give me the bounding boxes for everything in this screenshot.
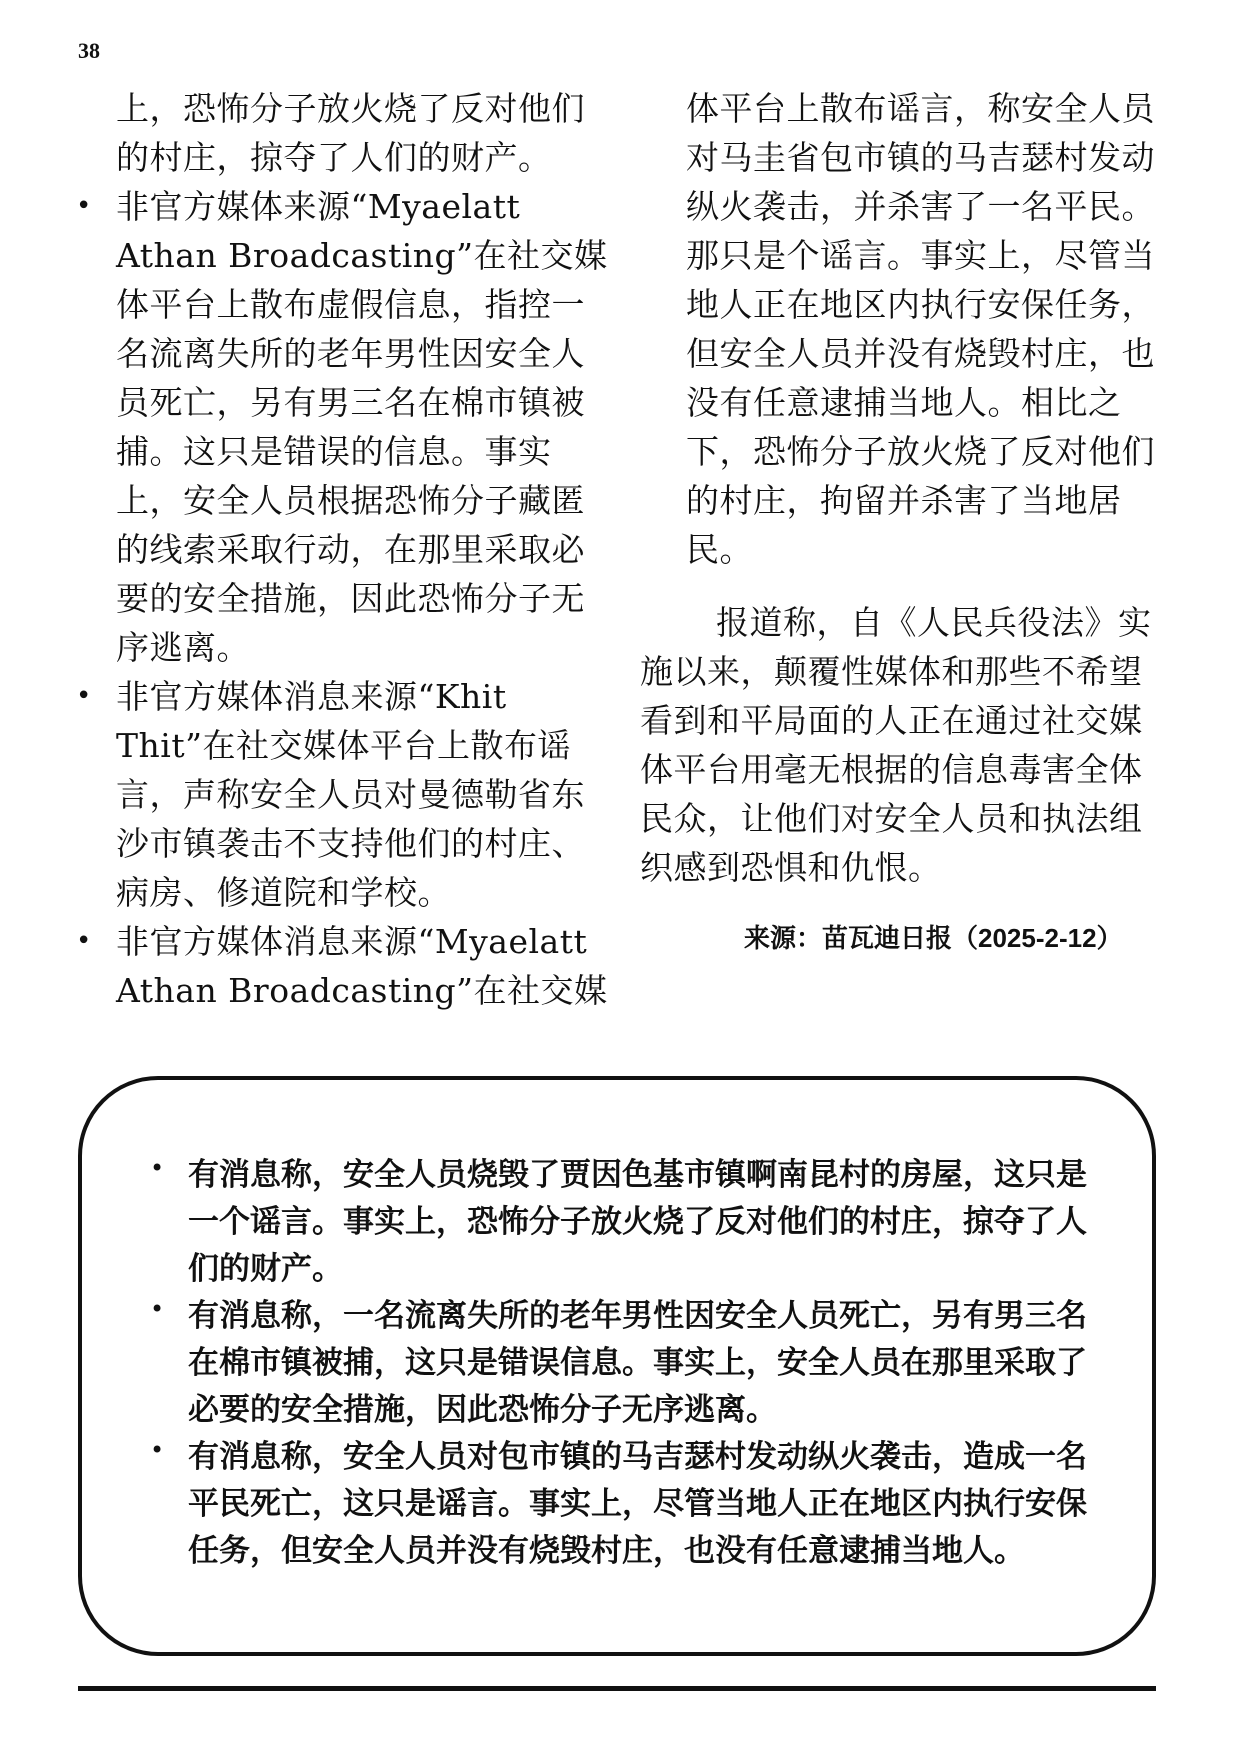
- text-line: 在棉市镇被捕，这只是错误信息。事实上，安全人员在那里采取了: [188, 1345, 1087, 1381]
- text-line: 有消息称，安全人员烧毁了贾因色基市镇啊南昆村的房屋，这只是: [188, 1157, 1087, 1193]
- text-line: 体平台上散布谣言，称安全人员: [686, 89, 1155, 128]
- bullet-item: [70, 182, 608, 672]
- summary-box: [78, 1076, 1156, 1656]
- text-line: 对马圭省包市镇的马吉瑟村发动: [686, 138, 1155, 177]
- text-line: 任务，但安全人员并没有烧毁村庄，也没有任意逮捕当地人。: [188, 1533, 1025, 1569]
- text-line: 地人正在地区内执行安保任务，: [686, 285, 1155, 324]
- text-line: 报道称，自《人民兵役法》实: [716, 603, 1152, 642]
- text-line: Thit”在社交媒体平台上散布谣: [116, 726, 571, 765]
- bullet-icon: •: [76, 191, 92, 221]
- bullet-icon: •: [76, 926, 92, 956]
- text-line: 没有任意逮捕当地人。相比之: [686, 383, 1122, 422]
- text-line: 必要的安全措施，因此恐怖分子无序逃离。: [188, 1392, 777, 1428]
- text-line: 要的安全措施，因此恐怖分子无: [116, 579, 585, 618]
- text-line: Athan Broadcasting”在社交媒: [116, 971, 608, 1010]
- text-line: 病房、修道院和学校。: [116, 873, 451, 912]
- text-line: 民。: [686, 530, 753, 569]
- text-line: 言，声称安全人员对曼德勒省东: [116, 775, 585, 814]
- left-column: [70, 84, 608, 1015]
- bullet-item: [70, 672, 604, 917]
- text-line: 织感到恐惧和仇恨。: [640, 848, 942, 887]
- text-line: 纵火袭击，并杀害了一名平民。: [686, 187, 1155, 226]
- summary-item: [144, 1293, 1144, 1434]
- bullet-icon: •: [150, 1436, 165, 1464]
- text-line: 但安全人员并没有烧毁村庄，也: [686, 334, 1155, 373]
- text-line: 平民死亡，这只是谣言。事实上，尽管当地人正在地区内执行安保: [188, 1486, 1087, 1522]
- text-line: 一个谣言。事实上，恐怖分子放火烧了反对他们的村庄，掠夺了人: [188, 1204, 1087, 1240]
- bullet-item: [70, 917, 608, 1015]
- bullet-icon: •: [76, 681, 92, 711]
- text-line: 的村庄，拘留并杀害了当地居: [686, 481, 1122, 520]
- summary-item: [144, 1434, 1144, 1575]
- bullet-icon: •: [150, 1154, 165, 1182]
- text-line: Athan Broadcasting”在社交媒: [116, 236, 608, 275]
- text-line: 民众，让他们对安全人员和执法组: [640, 799, 1143, 838]
- text-line: 名流离失所的老年男性因安全人: [116, 334, 585, 373]
- right-column: [640, 84, 1170, 958]
- text-line: 有消息称，一名流离失所的老年男性因安全人员死亡，另有男三名: [188, 1298, 1087, 1334]
- text-line: 员死亡，另有男三名在棉市镇被: [116, 383, 585, 422]
- summary-item: [144, 1152, 1144, 1293]
- page-number: 38: [78, 38, 100, 63]
- bottom-rule: [78, 1686, 1156, 1691]
- text-line: 序逃离。: [116, 628, 250, 667]
- paragraph: [640, 598, 1170, 892]
- text-line: 非官方媒体消息来源“Myaelatt: [116, 922, 588, 961]
- text-line: 的线索采取行动，在那里采取必: [116, 530, 585, 569]
- text-line: 有消息称，安全人员对包市镇的马吉瑟村发动纵火袭击，造成一名: [188, 1439, 1087, 1475]
- text-line: 下，恐怖分子放火烧了反对他们: [686, 432, 1155, 471]
- text-line: 非官方媒体来源“Myaelatt: [116, 187, 521, 226]
- bullet-icon: •: [150, 1295, 165, 1323]
- text-line: 体平台用毫无根据的信息毒害全体: [640, 750, 1143, 789]
- text-line: 沙市镇袭击不支持他们的村庄、: [116, 824, 585, 863]
- text-line: 体平台上散布虚假信息，指控一: [116, 285, 585, 324]
- text-line: 们的财产。: [188, 1251, 343, 1287]
- source-citation: 来源：苗瓦迪日报（2025-2-12）: [744, 923, 1123, 953]
- text-line: 那只是个谣言。事实上，尽管当: [686, 236, 1155, 275]
- summary-list: [144, 1152, 1144, 1575]
- text-line: 非官方媒体消息来源“Khit: [116, 677, 507, 716]
- text-line: 上，安全人员根据恐怖分子藏匿: [116, 481, 585, 520]
- text-line: 看到和平局面的人正在通过社交媒: [640, 701, 1143, 740]
- text-line: 捕。这只是错误的信息。事实: [116, 432, 552, 471]
- text-line: 上，恐怖分子放火烧了反对他们: [116, 89, 585, 128]
- text-line: 的村庄，掠夺了人们的财产。: [116, 138, 552, 177]
- text-line: 施以来，颠覆性媒体和那些不希望: [640, 652, 1143, 691]
